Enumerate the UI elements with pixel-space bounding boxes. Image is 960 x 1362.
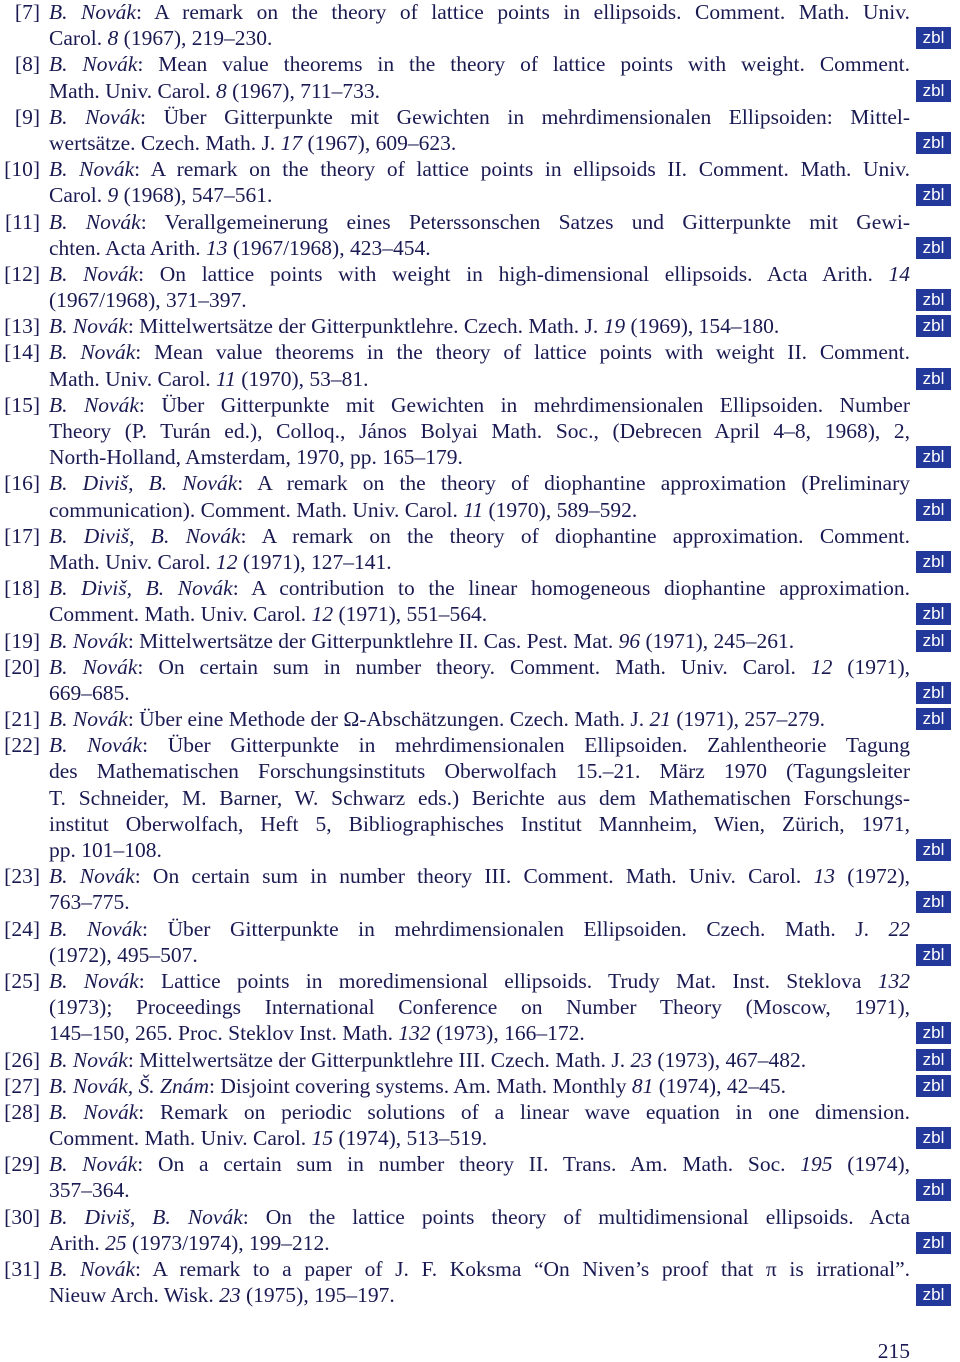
reference-text-line — [49, 0, 910, 25]
author-names: B. Novák — [49, 628, 128, 653]
reference-text: 763–775. — [49, 890, 130, 915]
reference-line — [0, 785, 960, 811]
zbl-link-button[interactable]: zbl — [916, 446, 951, 468]
reference-number: [30] — [4, 1204, 40, 1229]
reference-line — [0, 497, 960, 523]
reference-entry — [0, 339, 960, 391]
reference-text: wertsätze. Czech. Math. J. — [49, 130, 281, 155]
reference-line — [0, 549, 960, 575]
reference-line — [0, 1177, 960, 1203]
reference-text: Nieuw Arch. Wisk. — [49, 1283, 220, 1308]
author-names: B. Novák — [49, 968, 139, 993]
reference-text: : Lattice points in moredimensional ellipsoids. Trudy Mat. Inst. Steklova — [138, 968, 878, 993]
volume-number: 13 — [813, 864, 836, 889]
reference-line — [0, 811, 960, 837]
reference-entry — [0, 313, 960, 339]
reference-text-line — [49, 1282, 910, 1308]
reference-text-line — [49, 235, 910, 261]
author-names: B. Novák — [49, 1047, 128, 1072]
reference-line — [0, 601, 960, 627]
zbl-link-button[interactable]: zbl — [916, 944, 951, 966]
reference-text-line — [49, 418, 910, 444]
reference-text: (1973), 467–482. — [652, 1047, 807, 1072]
reference-text: North-Holland, Amsterdam, 1970, pp. 165–179. — [49, 445, 463, 470]
reference-text: des Mathematischen Forschungsinstituts Oberwolfach 15.–21. März 1970 (Tagungsleiter — [49, 759, 910, 784]
author-names: B. Novák — [49, 1257, 136, 1281]
reference-text-line — [49, 654, 910, 680]
reference-text: 669–685. — [49, 680, 130, 705]
reference-line — [0, 654, 960, 680]
reference-line — [0, 1099, 960, 1125]
reference-text: : On a certain sum in number theory II. Trans. Am. Math. Soc. — [137, 1152, 801, 1177]
volume-number: 96 — [618, 628, 641, 653]
reference-text-line — [49, 889, 910, 915]
volume-number: 19 — [603, 314, 626, 339]
zbl-link-button[interactable]: zbl — [916, 1232, 951, 1254]
reference-text: : Über Gitterpunkte in mehrdimensionalen Ellipsoiden. Czech. Math. J. — [141, 916, 889, 941]
reference-line — [0, 444, 960, 470]
reference-text: : On certain sum in number theory III. Comment. Math. Univ. Carol. — [134, 864, 814, 889]
page-number: 215 — [877, 1339, 910, 1362]
reference-line — [0, 366, 960, 392]
reference-text-line — [49, 130, 910, 156]
reference-line — [0, 235, 960, 261]
reference-text: Math. Univ. Carol. — [49, 78, 217, 103]
reference-text: (1971), 551–564. — [333, 602, 488, 627]
reference-line — [0, 392, 960, 418]
reference-text: 357–364. — [49, 1178, 130, 1203]
zbl-link-button[interactable]: zbl — [916, 1049, 951, 1071]
reference-text-line — [49, 575, 910, 601]
reference-text-line — [49, 287, 910, 313]
reference-line — [0, 706, 960, 732]
zbl-link-button[interactable]: zbl — [916, 891, 951, 913]
author-names: B. Novák — [49, 157, 135, 182]
reference-number: [29] — [4, 1152, 40, 1177]
reference-text: (1972), 495–507. — [49, 942, 198, 967]
reference-line — [0, 863, 960, 889]
reference-line — [0, 1073, 960, 1099]
reference-number: [10] — [4, 157, 40, 182]
reference-line — [0, 758, 960, 784]
reference-line — [0, 0, 960, 25]
reference-text: T. Schneider, M. Barner, W. Schwarz eds.) Berichte aus dem Mathematischen Forschungs- — [49, 785, 910, 810]
reference-entry — [0, 575, 960, 627]
reference-text: communication). Comment. Math. Univ. Carol. — [49, 497, 464, 522]
author-names: B. Novák — [49, 261, 139, 286]
reference-number: [13] — [4, 314, 40, 339]
reference-text: (1972), — [835, 864, 910, 889]
reference-line — [0, 1151, 960, 1177]
zbl-link-button[interactable]: zbl — [916, 289, 951, 311]
zbl-link-button[interactable]: zbl — [916, 368, 951, 390]
reference-number: [11] — [4, 209, 40, 234]
reference-text: (1971), 257–279. — [670, 707, 826, 732]
reference-entry — [0, 392, 960, 471]
reference-entry — [0, 523, 960, 575]
reference-line — [0, 156, 960, 182]
reference-line — [0, 104, 960, 130]
volume-number: 13 — [206, 235, 228, 260]
reference-text-line — [49, 104, 910, 130]
reference-text-line — [49, 313, 910, 339]
reference-text-line — [49, 1151, 910, 1177]
volume-number: 12 — [311, 602, 334, 627]
zbl-link-button[interactable]: zbl — [916, 630, 951, 652]
reference-text: : Über Gitterpunkte in mehrdimensionalen Ellipsoiden. Zahlentheorie Tagung — [142, 733, 911, 758]
reference-text: : Mean value theorems in the theory of lattice points with weight. Comment. — [137, 52, 911, 77]
reference-text: chten. Acta Arith. — [49, 235, 207, 260]
volume-number: 25 — [105, 1230, 127, 1255]
zbl-link-button[interactable]: zbl — [916, 132, 951, 154]
reference-number: [23] — [4, 864, 40, 889]
reference-text: : Mittelwertsätze der Gitterpunktlehre II. Cas. Pest. Mat. — [127, 628, 619, 653]
volume-number: 8 — [216, 78, 227, 103]
volume-number: 21 — [649, 707, 671, 732]
reference-text: (1968), 547–561. — [118, 183, 273, 208]
reference-text-line — [49, 706, 910, 732]
reference-text-line — [49, 785, 910, 811]
reference-line — [0, 889, 960, 915]
reference-line — [0, 209, 960, 235]
reference-line — [0, 628, 960, 654]
author-names: B. Novák — [49, 707, 128, 732]
reference-entry — [0, 261, 960, 313]
reference-text-line — [49, 628, 910, 654]
reference-text: (1973); Proceedings International Conference on Number Theory (Moscow, 1971), — [49, 995, 910, 1020]
reference-text: (1975), 195–197. — [240, 1283, 395, 1308]
author-names: B. Novák — [49, 0, 136, 24]
zbl-link-button[interactable]: zbl — [916, 184, 951, 206]
reference-number: [17] — [4, 523, 40, 548]
reference-line — [0, 313, 960, 339]
reference-text: : A remark on the theory of lattice points in ellipsoids II. Comment. Math. Univ. — [134, 157, 910, 182]
reference-text-line — [49, 470, 910, 496]
reference-text: (1967), 219–230. — [118, 26, 273, 51]
reference-line — [0, 51, 960, 77]
reference-entry — [0, 706, 960, 732]
reference-entry — [0, 968, 960, 1047]
reference-text: Carol. — [49, 26, 108, 51]
reference-line — [0, 837, 960, 863]
reference-line — [0, 470, 960, 496]
zbl-link-button[interactable]: zbl — [916, 499, 951, 521]
reference-text-line — [49, 942, 910, 968]
author-names: B. Diviš, B. Novák — [49, 471, 238, 496]
reference-text-line — [49, 758, 910, 784]
reference-entry — [0, 916, 960, 968]
author-names: B. Novák — [49, 340, 136, 365]
reference-line — [0, 261, 960, 287]
reference-text: Math. Univ. Carol. — [49, 366, 217, 391]
reference-entry — [0, 104, 960, 156]
reference-text: Comment. Math. Univ. Carol. — [49, 602, 312, 627]
author-names: B. Novák — [49, 1152, 138, 1177]
reference-text: (1973), 166–172. — [430, 1021, 585, 1046]
author-names: B. Diviš, B. Novák — [49, 576, 233, 601]
volume-number: 11 — [463, 497, 484, 522]
volume-number: 23 — [219, 1283, 241, 1308]
reference-line — [0, 1230, 960, 1256]
volume-number: 81 — [631, 1073, 654, 1098]
reference-text-line — [49, 837, 910, 863]
reference-line — [0, 942, 960, 968]
reference-text-line — [49, 366, 910, 392]
author-names: B. Novák — [49, 733, 143, 758]
reference-text: (1970), 589–592. — [483, 497, 638, 522]
reference-text-line — [49, 1099, 910, 1125]
zbl-link-button[interactable]: zbl — [916, 27, 951, 49]
zbl-link-button[interactable]: zbl — [916, 839, 951, 861]
reference-entry — [0, 0, 960, 51]
volume-number: 22 — [888, 916, 911, 941]
reference-text-line — [49, 680, 910, 706]
reference-line — [0, 25, 960, 51]
zbl-link-button[interactable]: zbl — [916, 603, 951, 625]
author-names: B. Novák — [49, 392, 139, 417]
author-names: B. Novák — [49, 209, 141, 234]
zbl-link-button[interactable]: zbl — [916, 1127, 951, 1149]
reference-text: (1967/1968), 423–454. — [227, 235, 431, 260]
reference-text-line — [49, 1073, 910, 1099]
reference-entry — [0, 1256, 960, 1308]
author-names: B. Novák — [49, 916, 142, 941]
reference-text-line — [49, 994, 910, 1020]
reference-text-line — [49, 25, 910, 51]
reference-entry — [0, 1099, 960, 1151]
reference-line — [0, 182, 960, 208]
reference-number: [21] — [4, 707, 40, 732]
reference-text: : A remark on the theory of diophantine approximation (Preliminary — [237, 471, 910, 496]
reference-text: : Über Gitterpunkte mit Gewichten in mehrdimensionalen Ellipsoiden: Mittel- — [140, 104, 910, 129]
reference-text-line — [49, 392, 910, 418]
reference-text: : A remark on the theory of diophantine approximation. Comment. — [240, 523, 910, 548]
reference-number: [26] — [4, 1047, 40, 1072]
reference-entry — [0, 863, 960, 915]
reference-entry — [0, 51, 960, 103]
author-names: B. Novák — [49, 864, 135, 889]
reference-line — [0, 680, 960, 706]
reference-line — [0, 1282, 960, 1308]
reference-line — [0, 130, 960, 156]
zbl-link-button[interactable]: zbl — [916, 1179, 951, 1201]
reference-line — [0, 418, 960, 444]
reference-text: (1970), 53–81. — [235, 366, 369, 391]
reference-text: (1967), 609–623. — [302, 130, 457, 155]
reference-text-line — [49, 78, 910, 104]
reference-text: : On the lattice points theory of multidimensional ellipsoids. Acta — [242, 1204, 910, 1229]
reference-number: [19] — [4, 628, 40, 653]
reference-entry — [0, 1204, 960, 1256]
reference-text: (1967/1968), 371–397. — [49, 288, 247, 313]
reference-text: (1973/1974), 199–212. — [126, 1230, 330, 1255]
author-names: B. Novák — [49, 1099, 139, 1124]
reference-entry — [0, 628, 960, 654]
reference-text-line — [49, 523, 910, 549]
reference-text: pp. 101–108. — [49, 838, 162, 862]
reference-line — [0, 1125, 960, 1151]
reference-number: [31] — [4, 1257, 40, 1281]
reference-line — [0, 1204, 960, 1230]
reference-text: 145–150, 265. Proc. Steklov Inst. Math. — [49, 1021, 399, 1046]
reference-text-line — [49, 863, 910, 889]
reference-line — [0, 523, 960, 549]
author-names: B. Diviš, B. Novák — [49, 523, 241, 548]
reference-text: : On lattice points with weight in high-dimensional ellipsoids. Acta Arith. — [138, 261, 889, 286]
reference-text: (1974), 513–519. — [333, 1126, 488, 1151]
reference-text: (1974), — [832, 1152, 910, 1177]
reference-number: [25] — [4, 968, 40, 993]
author-names: B. Novák, Š. Znám — [49, 1073, 210, 1098]
reference-text: Comment. Math. Univ. Carol. — [49, 1126, 312, 1151]
reference-number: [9] — [14, 104, 40, 129]
reference-line — [0, 732, 960, 758]
reference-number: [27] — [4, 1073, 40, 1098]
reference-line — [0, 339, 960, 365]
volume-number: 17 — [280, 130, 303, 155]
reference-text-line — [49, 732, 910, 758]
author-names: B. Novák — [49, 104, 141, 129]
reference-text-line — [49, 601, 910, 627]
author-names: B. Novák — [49, 314, 128, 339]
reference-text-line — [49, 444, 910, 470]
reference-text-line — [49, 51, 910, 77]
reference-text: : A contribution to the linear homogeneous diophantine approximation. — [232, 576, 910, 601]
reference-text-line — [49, 261, 910, 287]
reference-text-line — [49, 209, 910, 235]
reference-text: Math. Univ. Carol. — [49, 549, 217, 574]
author-names: B. Novák — [49, 654, 138, 679]
reference-text: : Verallgemeinerung eines Peterssonschen Satzes und Gitterpunkte mit Gewi- — [140, 209, 911, 234]
reference-text: Carol. — [49, 183, 108, 208]
volume-number: 15 — [311, 1126, 334, 1151]
zbl-link-button[interactable]: zbl — [916, 1075, 951, 1097]
author-names: B. Diviš, B. Novák — [49, 1204, 243, 1229]
reference-entry — [0, 1047, 960, 1073]
reference-line — [0, 575, 960, 601]
reference-text: : Disjoint covering systems. Am. Math. Monthly — [209, 1073, 632, 1098]
reference-line — [0, 78, 960, 104]
reference-text-line — [49, 182, 910, 208]
reference-number: [16] — [4, 471, 40, 496]
volume-number: 12 — [216, 549, 238, 574]
reference-text-line — [49, 916, 910, 942]
reference-text: (1969), 154–180. — [625, 314, 780, 339]
reference-text-line — [49, 1020, 910, 1046]
reference-entry — [0, 1151, 960, 1203]
reference-text: : On certain sum in number theory. Comment. Math. Univ. Carol. — [137, 654, 811, 679]
reference-text: : Mittelwertsätze der Gitterpunktlehre. Czech. Math. J. — [127, 314, 604, 339]
reference-entry — [0, 470, 960, 522]
zbl-link-button[interactable]: zbl — [916, 551, 951, 573]
zbl-link-button[interactable]: zbl — [916, 315, 951, 337]
reference-number: [15] — [4, 392, 40, 417]
reference-line — [0, 994, 960, 1020]
reference-text-line — [49, 1125, 910, 1151]
reference-number: [18] — [4, 576, 40, 601]
reference-text: : Mittelwertsätze der Gitterpunktlehre III. Czech. Math. J. — [127, 1047, 631, 1072]
volume-number: 132 — [877, 968, 911, 993]
reference-line — [0, 1256, 960, 1282]
zbl-link-button[interactable]: zbl — [916, 237, 951, 259]
reference-text: : A remark on the theory of lattice points in ellipsoids. Comment. Math. Univ. — [135, 0, 910, 24]
reference-entry — [0, 1073, 960, 1099]
reference-text-line — [49, 1256, 910, 1282]
volume-number: 14 — [888, 261, 911, 286]
reference-text: : Remark on periodic solutions of a linear wave equation in one dimension. — [138, 1099, 911, 1124]
reference-text-line — [49, 339, 910, 365]
reference-number: [12] — [4, 261, 40, 286]
reference-text: : Über Gitterpunkte mit Gewichten in mehrdimensionalen Ellipsoiden. Number — [138, 392, 910, 417]
volume-number: 23 — [630, 1047, 653, 1072]
reference-text-line — [49, 968, 910, 994]
volume-number: 195 — [800, 1152, 833, 1177]
reference-text-line — [49, 549, 910, 575]
volume-number: 12 — [810, 654, 833, 679]
zbl-link-button[interactable]: zbl — [916, 80, 951, 102]
reference-text: institut Oberwolfach, Heft 5, Bibliographisches Institut Mannheim, Wien, Zürich, 1971, — [49, 811, 910, 836]
reference-line — [0, 1020, 960, 1046]
reference-text: : Mean value theorems in the theory of lattice points with weight II. Comment. — [135, 340, 910, 365]
reference-text: (1974), 42–45. — [653, 1073, 786, 1098]
volume-number: 11 — [216, 366, 236, 391]
zbl-link-button[interactable]: zbl — [916, 1022, 951, 1044]
reference-entry — [0, 732, 960, 863]
reference-entry — [0, 156, 960, 208]
reference-text-line — [49, 497, 910, 523]
reference-text: (1967), 711–733. — [226, 78, 381, 103]
zbl-link-button[interactable]: zbl — [916, 1284, 951, 1306]
reference-number: [22] — [4, 733, 40, 758]
zbl-link-button[interactable]: zbl — [916, 682, 951, 704]
reference-text-line — [49, 1177, 910, 1203]
reference-text: (1971), 245–261. — [640, 628, 795, 653]
reference-text: : Über eine Methode der Ω-Abschätzungen. Czech. Math. J. — [127, 707, 650, 732]
reference-text-line — [49, 811, 910, 837]
reference-number: [14] — [4, 340, 40, 365]
reference-text: Theory (P. Turán ed.), Colloq., János Bolyai Math. Soc., (Debrecen April 4–8, 1968), 2, — [49, 419, 910, 443]
reference-line — [0, 287, 960, 313]
reference-text-line — [49, 1204, 910, 1230]
reference-number: [24] — [4, 916, 40, 941]
reference-entry — [0, 654, 960, 706]
reference-text-line — [49, 1230, 910, 1256]
reference-text: (1971), — [832, 654, 910, 679]
reference-text-line — [49, 156, 910, 182]
reference-number: [20] — [4, 654, 40, 679]
volume-number: 8 — [107, 26, 119, 51]
reference-number: [8] — [14, 52, 40, 77]
reference-line — [0, 916, 960, 942]
volume-number: 132 — [398, 1021, 431, 1046]
reference-text-line — [49, 1047, 910, 1073]
reference-line — [0, 968, 960, 994]
reference-text: (1971), 127–141. — [237, 549, 392, 574]
author-names: B. Novák — [49, 52, 138, 77]
volume-number: 9 — [107, 183, 119, 208]
reference-line — [0, 1047, 960, 1073]
reference-number: [7] — [14, 0, 40, 24]
reference-number: [28] — [4, 1099, 40, 1124]
zbl-link-button[interactable]: zbl — [916, 708, 951, 730]
reference-text: Arith. — [49, 1230, 106, 1255]
reference-text: : A remark to a paper of J. F. Koksma “On Niven’s proof that π is irrational”. — [135, 1257, 910, 1281]
reference-entry — [0, 209, 960, 261]
